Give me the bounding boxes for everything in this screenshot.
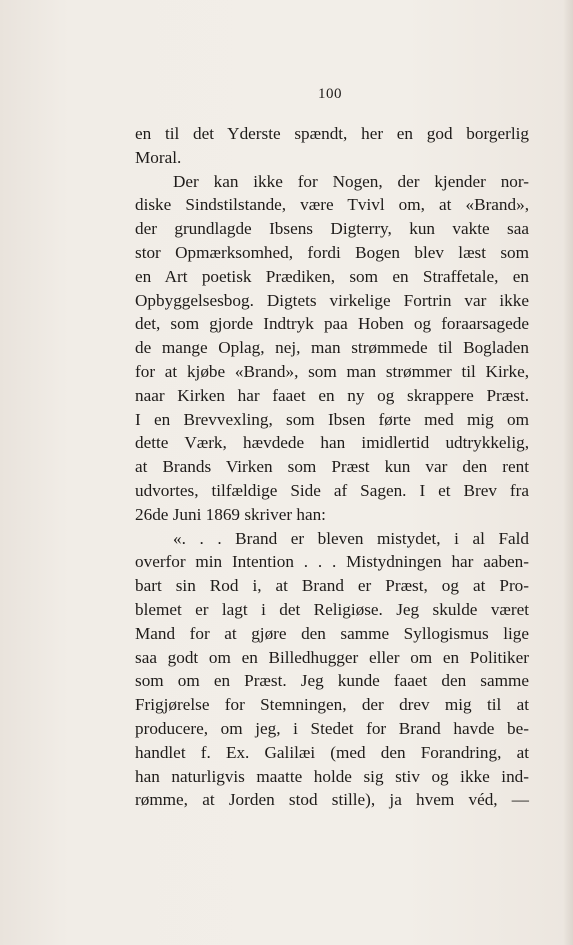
text-line: Frigjørelse for Stemningen, der drev mig til at [135,695,529,715]
text-line: naar Kirken har faaet en ny og skrappere Præst. [135,385,529,405]
text-line: Mand for at gjøre den samme Syllogismus lige [135,623,529,643]
text-line: udvortes, tilfældige Side af Sagen. I et Brev fra [135,480,529,500]
text-line: at Brands Virken som Præst kun var den rent [135,457,529,477]
page-edge-shadow [563,0,573,945]
text-line: rømme, at Jorden stod stille), ja hvem véd, — [135,790,529,810]
text-line: blemet er lagt i det Religiøse. Jeg skulde været [135,599,529,619]
page-number: 100 [318,86,342,102]
text-line: bart sin Rod i, at Brand er Præst, og at Pro- [135,576,529,596]
text-line: handlet f. Ex. Galilæi (med den Forandring, at [135,742,529,762]
text-line: producere, om jeg, i Stedet for Brand havde be- [135,718,529,738]
text-line: dette Værk, hævdede han imidlertid udtrykkelig, [135,433,529,453]
text-line: saa godt om en Billedhugger eller om en Politiker [135,647,529,667]
text-line: stor Opmærksomhed, fordi Bogen blev læst som [135,242,529,262]
text-line: overfor min Intention . . . Mistydningen har aaben- [135,552,529,572]
text-line: Opbyggelsesbog. Digtets virkelige Fortrin var ikke [135,290,529,310]
text-line: for at kjøbe «Brand», som man strømmer til Kirke, [135,361,529,381]
text-line: det, som gjorde Indtryk paa Hoben og foraarsagede [135,314,529,334]
text-line: Moral. [135,147,182,167]
text-line: der grundlagde Ibsens Digterry, kun vakte saa [135,219,529,239]
text-line: «. . . Brand er bleven mistydet, i al Fald [173,528,529,548]
text-line: de mange Oplag, nej, man strømmede til Bogladen [135,338,529,358]
text-line: diske Sindstilstande, være Tvivl om, at «Brand», [135,195,529,215]
body-text [135,122,529,812]
text-line: 26de Juni 1869 skriver han: [135,504,326,524]
text-line: som om en Præst. Jeg kunde faaet den samme [135,671,529,691]
text-line: I en Brevvexling, som Ibsen førte med mig om [135,409,529,429]
text-line: Der kan ikke for Nogen, der kjender nor- [173,171,529,191]
text-line: en Art poetisk Prædiken, som en Straffetale, en [135,266,529,286]
text-line: han naturligvis maatte holde sig stiv og ikke ind- [135,766,529,786]
text-line: en til det Yderste spændt, her en god borgerlig [135,124,529,143]
